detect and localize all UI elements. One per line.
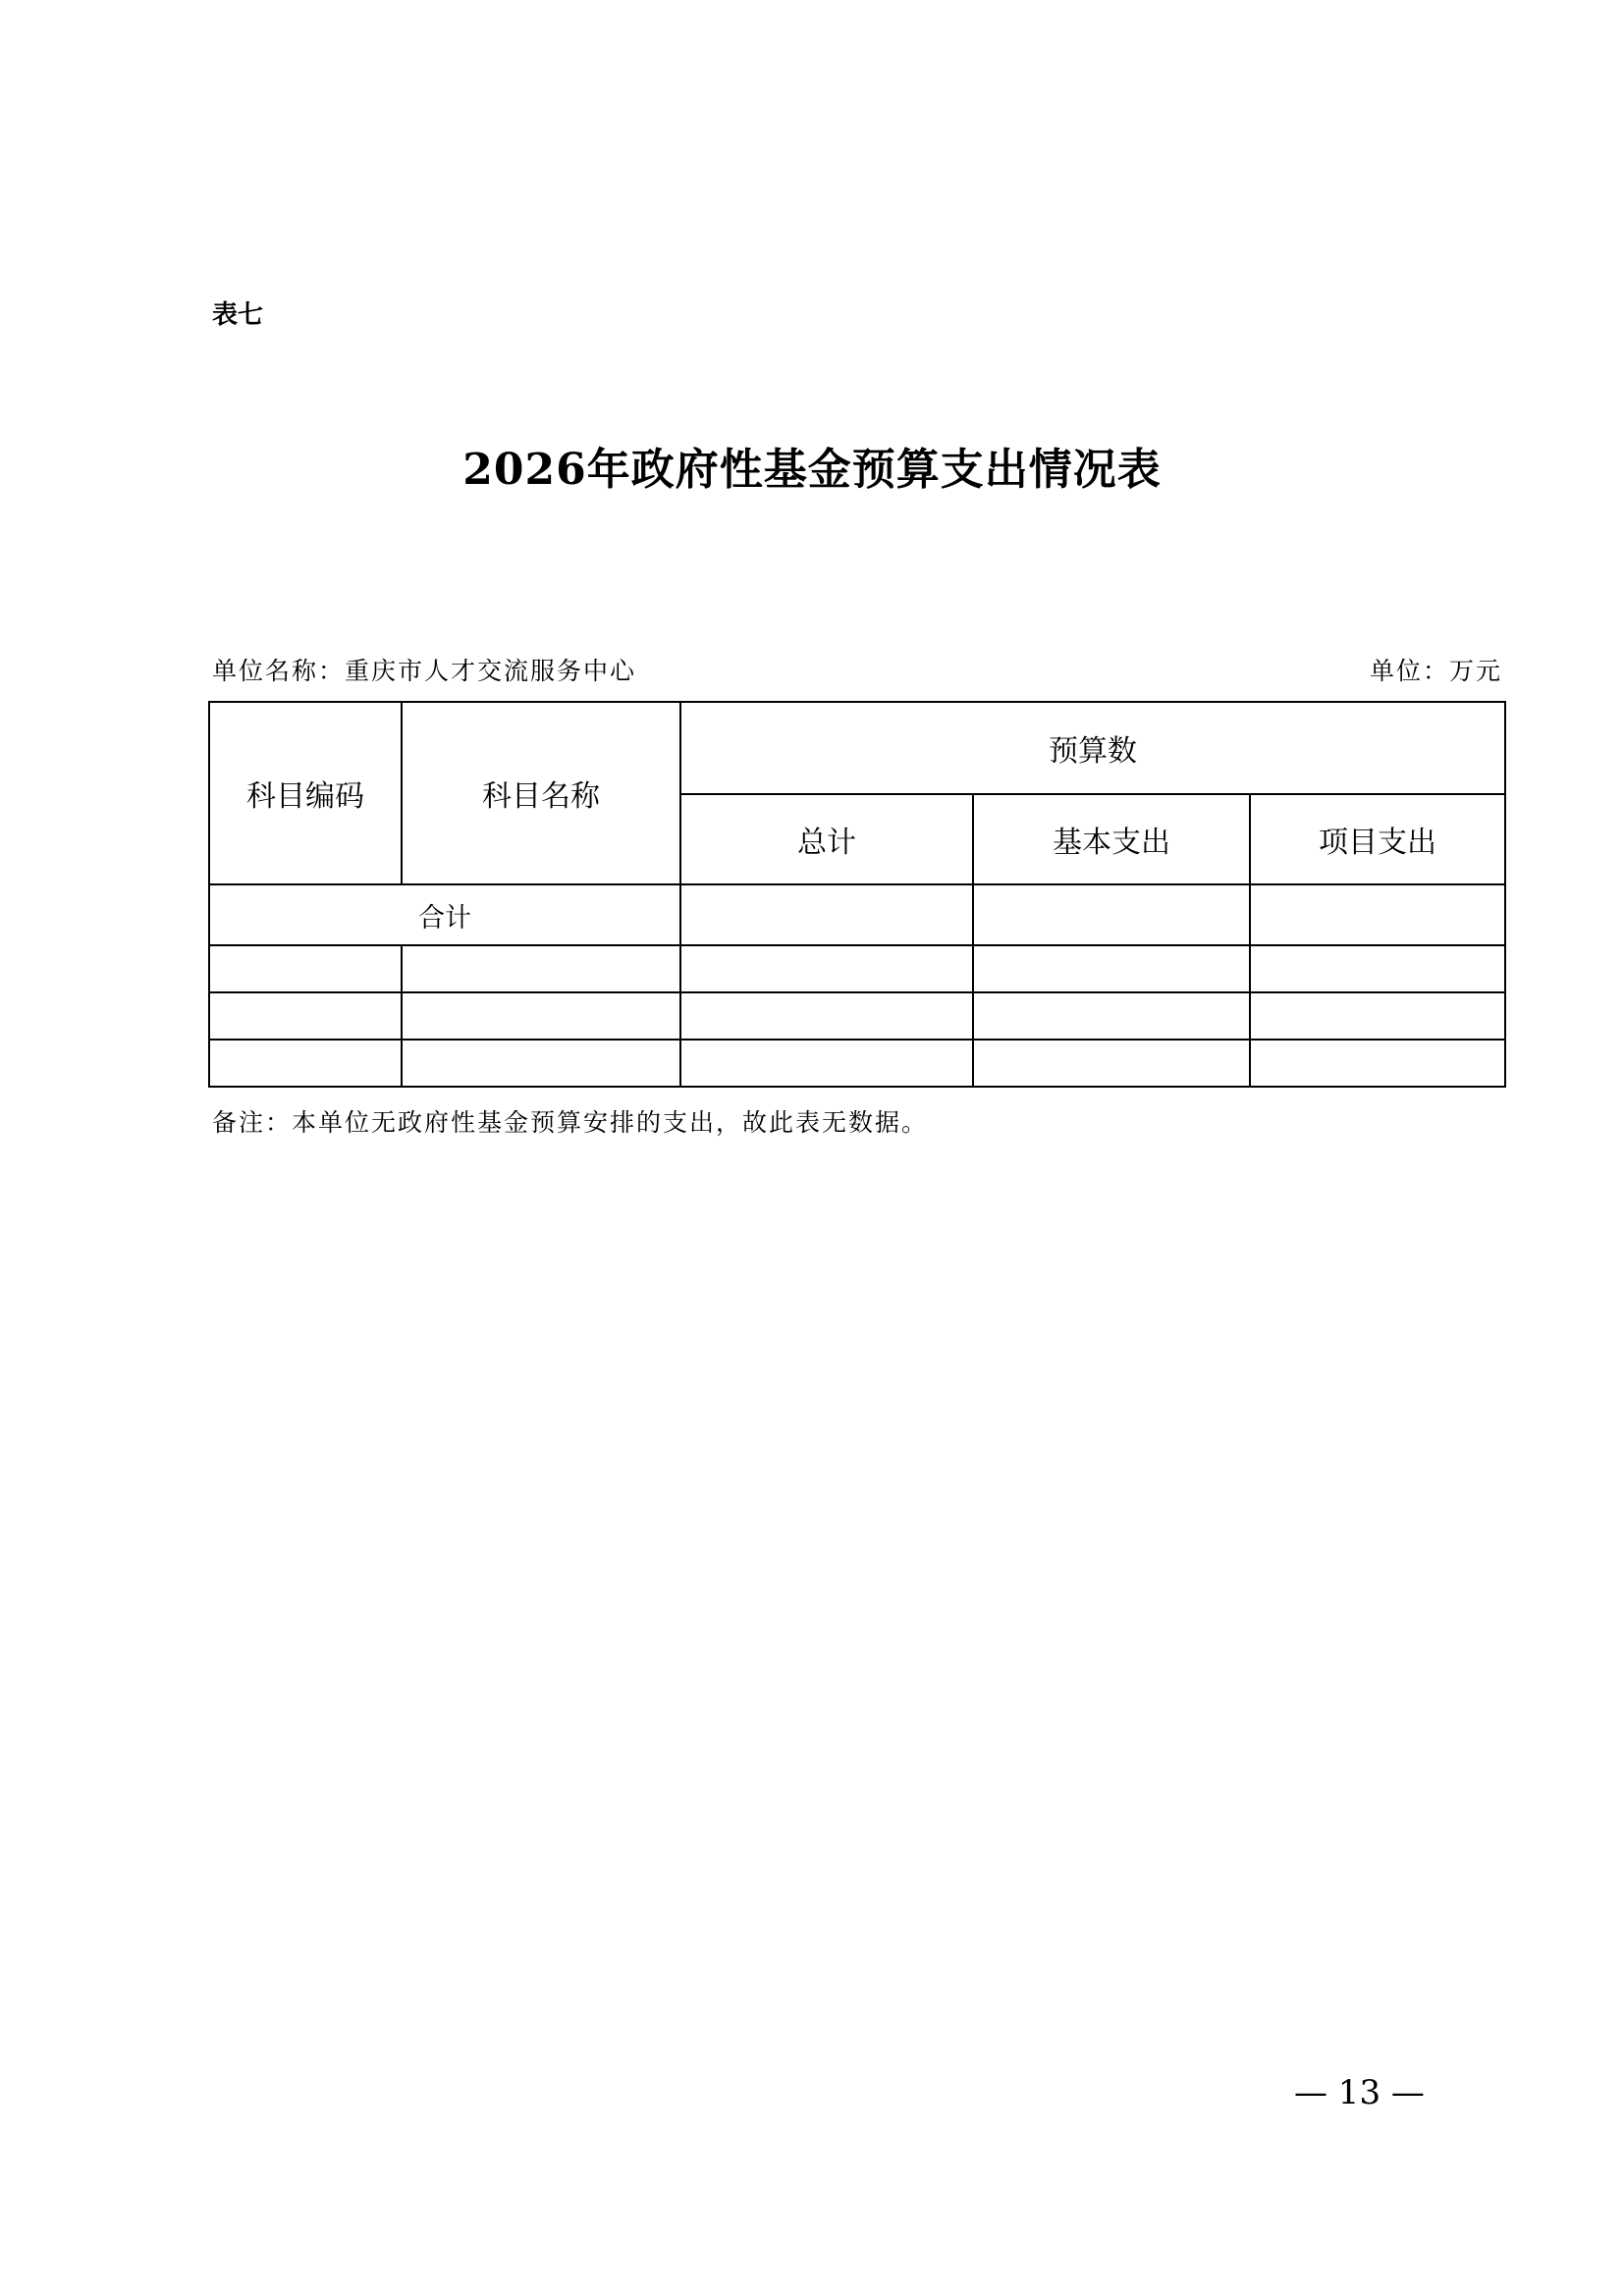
table-row bbox=[209, 1040, 1505, 1087]
table-label: 表七 bbox=[212, 300, 264, 330]
header-code: 科目编码 bbox=[209, 702, 402, 884]
table-note: 备注：本单位无政府性基金预算安排的支出，故此表无数据。 bbox=[212, 1108, 929, 1137]
row-total bbox=[680, 1040, 973, 1087]
row-code bbox=[209, 992, 402, 1040]
row-project bbox=[1250, 1040, 1505, 1087]
table-row bbox=[209, 945, 1505, 992]
budget-table bbox=[208, 701, 1506, 1088]
total-label: 合计 bbox=[209, 884, 680, 945]
page-title: 2026年政府性基金预算支出情况表 bbox=[462, 445, 1162, 495]
header-basic: 基本支出 bbox=[973, 794, 1250, 884]
row-code bbox=[209, 1040, 402, 1087]
row-project bbox=[1250, 945, 1505, 992]
meta-row bbox=[212, 652, 1502, 687]
row-name bbox=[402, 992, 680, 1040]
header-name: 科目名称 bbox=[402, 702, 680, 884]
row-total bbox=[680, 945, 973, 992]
row-name bbox=[402, 1040, 680, 1087]
page-number: — 13 — bbox=[1294, 2073, 1425, 2112]
total-row bbox=[209, 884, 1505, 945]
header-row-top bbox=[209, 702, 1505, 794]
header-total: 总计 bbox=[680, 794, 973, 884]
row-basic bbox=[973, 1040, 1250, 1087]
table-row bbox=[209, 992, 1505, 1040]
row-name bbox=[402, 945, 680, 992]
row-project bbox=[1250, 992, 1505, 1040]
row-basic bbox=[973, 945, 1250, 992]
header-budget: 预算数 bbox=[680, 702, 1505, 794]
total-cell-project bbox=[1250, 884, 1505, 945]
row-code bbox=[209, 945, 402, 992]
row-total bbox=[680, 992, 973, 1040]
header-project: 项目支出 bbox=[1250, 794, 1505, 884]
total-cell-total bbox=[680, 884, 973, 945]
unit-name: 单位名称：重庆市人才交流服务中心 bbox=[212, 657, 637, 685]
row-basic bbox=[973, 992, 1250, 1040]
total-cell-basic bbox=[973, 884, 1250, 945]
unit-label: 单位：万元 bbox=[1369, 657, 1502, 685]
